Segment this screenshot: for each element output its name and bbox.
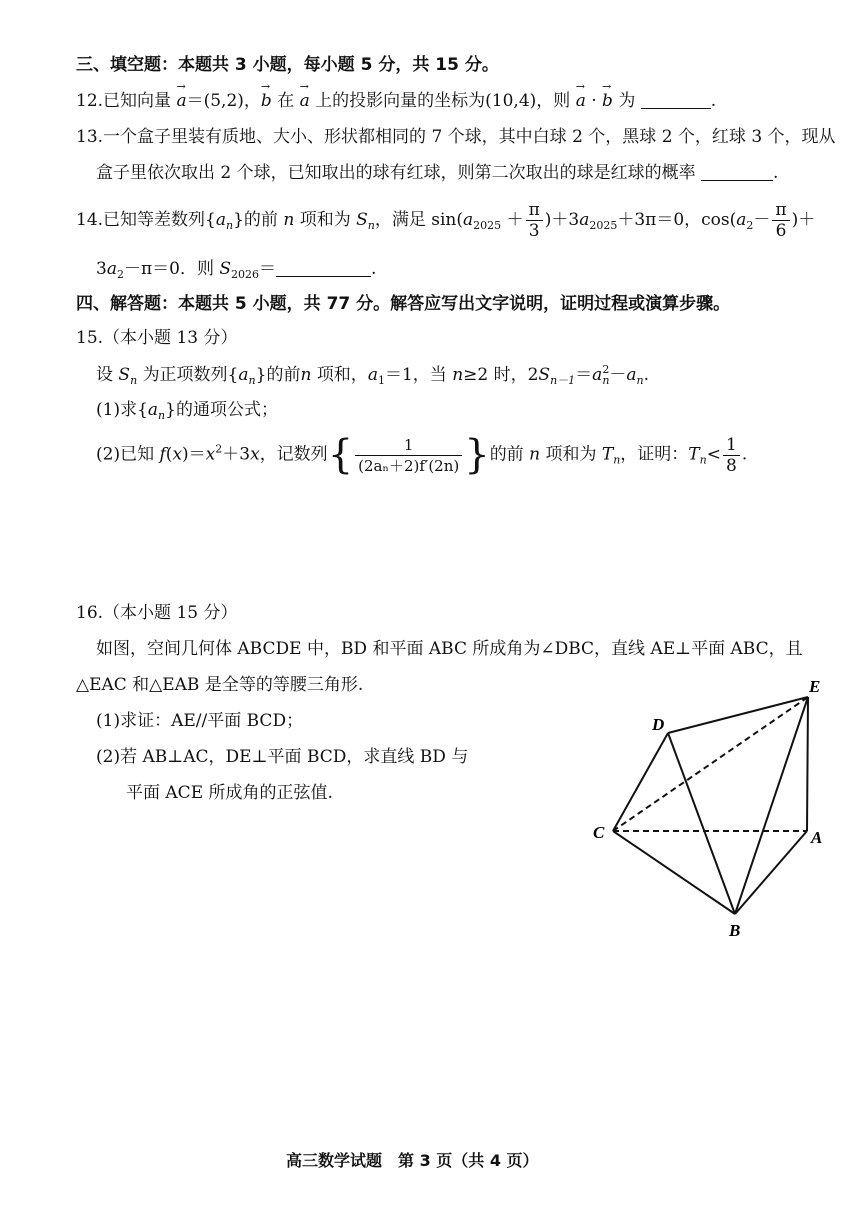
q15-text: 的前 <box>489 444 524 465</box>
dot-operator: · <box>591 91 597 111</box>
q16-part-1: (1)求证：AE//平面 BCD； <box>96 711 304 731</box>
denominator: 6 <box>775 221 787 241</box>
edge-DB <box>668 733 735 914</box>
q14-text: ＋3π＝0，cos( <box>617 210 737 230</box>
q15-text: ＝ <box>575 365 593 385</box>
edge-CE-hidden <box>613 697 808 831</box>
right-brace: } <box>464 432 490 478</box>
subscript: n <box>602 374 610 387</box>
subscript: 2025 <box>589 219 618 232</box>
q14-text: 3 <box>96 259 107 279</box>
var-a: a <box>463 210 474 230</box>
fraction-1-8 <box>723 435 740 476</box>
subscript: n－1 <box>550 374 576 387</box>
var-T: T <box>601 444 614 465</box>
question-14-line-1 <box>76 200 815 241</box>
answer-blank[interactable] <box>276 260 371 277</box>
q15-part-1 <box>96 395 278 422</box>
sequence-fraction <box>355 435 462 476</box>
subscript: 2025 <box>473 219 502 232</box>
subscript: n <box>699 453 707 467</box>
q15-text: }的前 <box>255 365 301 385</box>
numerator: 1 <box>723 435 740 456</box>
subscript: n <box>367 219 375 232</box>
var-n: n <box>529 444 541 465</box>
geometry-figure <box>580 670 850 950</box>
q15-text: )＝ <box>182 444 206 465</box>
q12-text: 为 <box>618 91 636 111</box>
vertex-label-A: A <box>811 828 823 847</box>
q14-text: －π＝0．则 <box>123 259 214 279</box>
subscript: n <box>248 374 256 387</box>
left-brace: { <box>327 432 354 478</box>
section-4-header: 四、解答题：本题共 5 小题，共 77 分。解答应写出文字说明，证明过程或演算步骤。 <box>76 294 731 314</box>
page-footer: 高三数学试题 第 3 页（共 4 页） <box>286 1151 539 1170</box>
q14-text: ，满足 sin( <box>374 210 464 230</box>
subscript: 2026 <box>231 268 260 281</box>
vertex-label-D: D <box>652 715 665 734</box>
q14-text: )＋3 <box>544 210 580 230</box>
q12-text: 已知向量 <box>103 91 172 111</box>
subscript: n <box>158 409 166 422</box>
edge-CB <box>613 831 735 914</box>
var-a: a <box>736 210 747 230</box>
fraction-pi-6 <box>772 200 789 241</box>
question-13-line-2 <box>96 158 778 183</box>
edge-EA <box>807 697 808 831</box>
question-12 <box>76 86 716 111</box>
q15-text: － <box>609 365 627 385</box>
q12-end: . <box>710 91 717 111</box>
q13-end: . <box>773 163 779 183</box>
subscript: 2 <box>116 268 124 281</box>
edge-EB <box>735 697 808 914</box>
q15-part-2 <box>96 432 747 478</box>
q15-text: ，证明： <box>620 444 689 465</box>
q15-premise <box>96 360 649 388</box>
vector-a: → a <box>300 91 310 111</box>
question-13-line-1 <box>76 122 836 147</box>
q15-text: 项和， <box>316 365 368 385</box>
question-14-line-2 <box>96 254 376 281</box>
numerator: 1 <box>355 435 462 456</box>
q15-text: (1)求{ <box>96 400 148 420</box>
edge-AB <box>735 831 807 914</box>
q15-text: . <box>741 444 748 465</box>
fraction-pi-3 <box>526 200 543 241</box>
vector-b: → b <box>602 91 613 111</box>
var-a: a <box>147 400 159 420</box>
q15-text: ( <box>165 444 173 465</box>
subscript: 2 <box>746 219 754 232</box>
answer-blank[interactable] <box>701 164 773 181</box>
var-S: S <box>118 365 131 385</box>
q15-text: 项和为 <box>545 444 597 465</box>
var-n: n <box>300 365 312 385</box>
denominator: 8 <box>725 455 737 476</box>
var-S: S <box>538 365 551 385</box>
edge-CD <box>613 733 668 831</box>
q16-header: 16.（本小题 15 分） <box>76 603 238 623</box>
var-a: a <box>215 210 227 230</box>
edge-DE <box>668 697 808 733</box>
q14-text: }的前 <box>233 210 278 230</box>
vector-a: → a <box>576 91 586 111</box>
less-than: < <box>706 444 721 465</box>
q14-text: )＋ <box>791 210 816 230</box>
var-T: T <box>688 444 700 465</box>
vertex-label-C: C <box>593 823 605 842</box>
var-a: a <box>106 259 117 279</box>
vector-b: → b <box>261 91 272 111</box>
q16-premise-1: 如图，空间几何体 ABCDE 中，BD 和平面 ABC 所成角为∠DBC，直线 AE⊥平面 ABC，且 <box>96 639 803 659</box>
q12-text: ＝(5,2)， <box>186 91 261 111</box>
q15-text: 设 <box>96 365 113 385</box>
q15-header: 15.（本小题 13 分） <box>76 328 238 348</box>
var-a: a <box>238 365 249 385</box>
subscript: 1 <box>377 374 385 387</box>
denominator: 3 <box>528 221 540 241</box>
var-a: a <box>579 210 590 230</box>
q16-premise-2: △EAC 和△EAB 是全等的等腰三角形. <box>76 675 364 695</box>
var-n: n <box>452 365 464 385</box>
var-S: S <box>356 210 368 230</box>
minus: － <box>753 210 771 230</box>
q15-text: ＋3 <box>222 444 251 465</box>
var-a: a <box>592 365 603 385</box>
denominator: (2aₙ＋2)f′(2n) <box>358 456 460 475</box>
subscript: n <box>613 453 621 467</box>
var-S: S <box>219 259 232 279</box>
superscript: 2 <box>602 363 610 376</box>
var-a: a <box>367 365 378 385</box>
subscript: n <box>226 219 234 232</box>
q14-text: 已知等差数列{ <box>103 210 216 230</box>
q12-text: 在 <box>277 91 295 111</box>
var-x: x <box>205 444 216 465</box>
q14-number: 14. <box>76 210 104 230</box>
q12-text: 上的投影向量的坐标为(10,4)，则 <box>315 91 571 111</box>
q14-end: . <box>371 259 377 279</box>
q16-part-2: (2)若 AB⊥AC，DE⊥平面 BCD，求直线 BD 与 <box>96 747 469 767</box>
q15-text: (2)已知 <box>96 444 155 465</box>
q14-text: 项和为 <box>299 210 351 230</box>
var-x: x <box>172 444 183 465</box>
q15-text: . <box>643 365 650 385</box>
q13-text: 盒子里依次取出 2 个球，已知取出的球有红球，则第二次取出的球是红球的概率 <box>96 163 696 183</box>
q15-text: }的通项公式； <box>165 400 278 420</box>
q15-text: ≥2 时，2 <box>463 365 539 385</box>
numerator: π <box>772 200 789 221</box>
var-n: n <box>283 210 295 230</box>
vector-a: → a <box>176 91 186 111</box>
var-f: f <box>159 444 166 465</box>
q15-text: ，记数列 <box>259 444 328 465</box>
q14-text: ＝ <box>259 259 277 279</box>
subscript: n <box>636 374 644 387</box>
plus: ＋ <box>506 210 524 230</box>
superscript: 2 <box>215 442 223 456</box>
var-x: x <box>250 444 260 465</box>
vertex-label-E: E <box>809 677 821 696</box>
q12-number: 12. <box>76 91 104 111</box>
answer-blank[interactable] <box>641 92 711 109</box>
q13-number: 13. <box>76 127 104 147</box>
q16-part-2-cont: 平面 ACE 所成角的正弦值. <box>126 783 333 803</box>
var-a: a <box>626 365 637 385</box>
q15-text: 为正项数列{ <box>142 365 239 385</box>
section-3-header: 三、填空题：本题共 3 小题，每小题 5 分，共 15 分。 <box>76 55 499 75</box>
numerator: π <box>526 200 543 221</box>
q15-text: ＝1，当 <box>384 365 447 385</box>
vertex-label-B: B <box>729 921 741 940</box>
subscript: n <box>130 374 138 387</box>
q13-text: 一个盒子里装有质地、大小、形状都相同的 7 个球，其中白球 2 个，黑球 2 个，红球 3 个，现从 <box>103 127 836 147</box>
